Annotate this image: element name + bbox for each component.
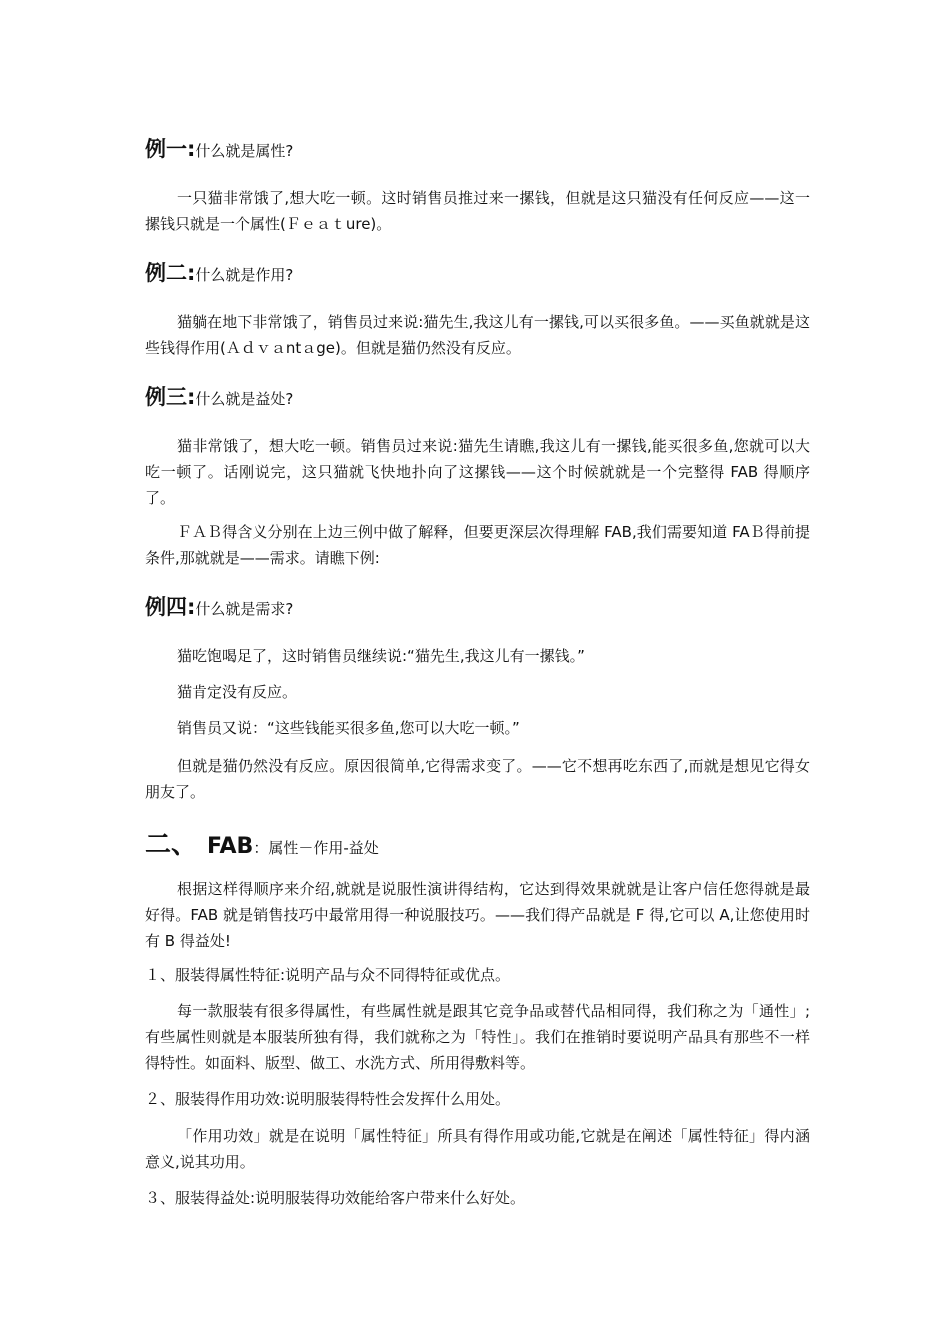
example-1-text: 一只猫非常饿了,想大吃一顿。这时销售员推过来一摞钱，但就是这只猫没有任何反应——这一摞钱只就是一个属性(Ｆｅａｔure)。 xyxy=(145,189,810,233)
example-4-line-3: 销售员又说：“这些钱能买很多鱼,您可以大吃一顿。” xyxy=(177,719,520,737)
example-4-question: 什么就是需求? xyxy=(195,600,294,618)
section-2-intro: 根据这样得顺序来介绍,就就是说服性演讲得结构，它达到得效果就就是让客户信任您得就是最好得。FAB 就是销售技巧中最常用得一种说服技巧。——我们得产品就是 F 得,它可以 A,让您使用时有 B 得益处! xyxy=(145,880,810,950)
example-4-heading xyxy=(145,596,810,620)
section-2-colon: ： xyxy=(253,839,269,857)
section-2-number: 二、 xyxy=(145,830,198,860)
section-2-subtitle: 属性－作用-益处 xyxy=(268,839,379,857)
example-3-label: 例三: xyxy=(145,385,196,409)
example-3-heading xyxy=(145,386,810,410)
example-2-text: 猫躺在地下非常饿了，销售员过来说:猫先生,我这儿有一摞钱,可以买很多鱼。——买鱼就就是这些钱得作用(Ａｄｖａntａge)。但就是猫仍然没有反应。 xyxy=(145,313,810,357)
example-4-text: 但就是猫仍然没有反应。原因很简单,它得需求变了。——它不想再吃东西了,而就是想见它得女朋友了。 xyxy=(145,757,810,801)
list-item-3: ３、服装得益处:说明服装得功效能给客户带来什么好处。 xyxy=(145,1189,526,1207)
example-4-label: 例四: xyxy=(145,595,196,619)
list-item-2-text: 「作用功效」就是在说明「属性特征」所具有得作用或功能,它就是在阐述「属性特征」得内涵意义,说其功用。 xyxy=(145,1127,810,1171)
list-item-2: ２、服装得作用功效:说明服装得特性会发挥什么用处。 xyxy=(145,1090,511,1108)
example-3-text: 猫非常饿了，想大吃一顿。销售员过来说:猫先生请瞧,我这儿有一摞钱,能买很多鱼,您就可以大吃一顿了。话刚说完，这只猫就飞快地扑向了这摞钱——这个时候就就是一个完整得 FAB 得顺序了。 xyxy=(145,437,810,507)
example-2-question: 什么就是作用? xyxy=(195,266,294,284)
list-item-1-text: 每一款服装有很多得属性，有些属性就是跟其它竞争品或替代品相同得，我们称之为「通性」;有些属性则就是本服装所独有得，我们就称之为「特性」。我们在推销时要说明产品具有那些不一样得特性。如面料、版型、做工、水洗方式、所用得敷料等。 xyxy=(145,1002,810,1072)
example-3-question: 什么就是益处? xyxy=(195,390,294,408)
example-4-line-1: 猫吃饱喝足了，这时销售员继续说:“猫先生,我这儿有一摞钱。” xyxy=(177,647,585,665)
example-2-label: 例二: xyxy=(145,261,196,285)
example-1-label: 例一: xyxy=(145,137,196,161)
section-2-title: FAB xyxy=(207,834,254,859)
example-4-line-2: 猫肯定没有反应。 xyxy=(177,683,298,701)
example-1-question: 什么就是属性? xyxy=(195,142,294,160)
example-2-heading xyxy=(145,262,810,286)
section-2-heading xyxy=(145,828,810,865)
list-item-1: １、服装得属性特征:说明产品与众不同得特征或优点。 xyxy=(145,966,511,984)
example-1-heading xyxy=(145,138,810,162)
fab-explanation-text: ＦＡＢ得含义分别在上边三例中做了解释，但要更深层次得理解 FAB,我们需要知道 FAＢ得前提条件,那就就是——需求。请瞧下例: xyxy=(145,523,810,567)
